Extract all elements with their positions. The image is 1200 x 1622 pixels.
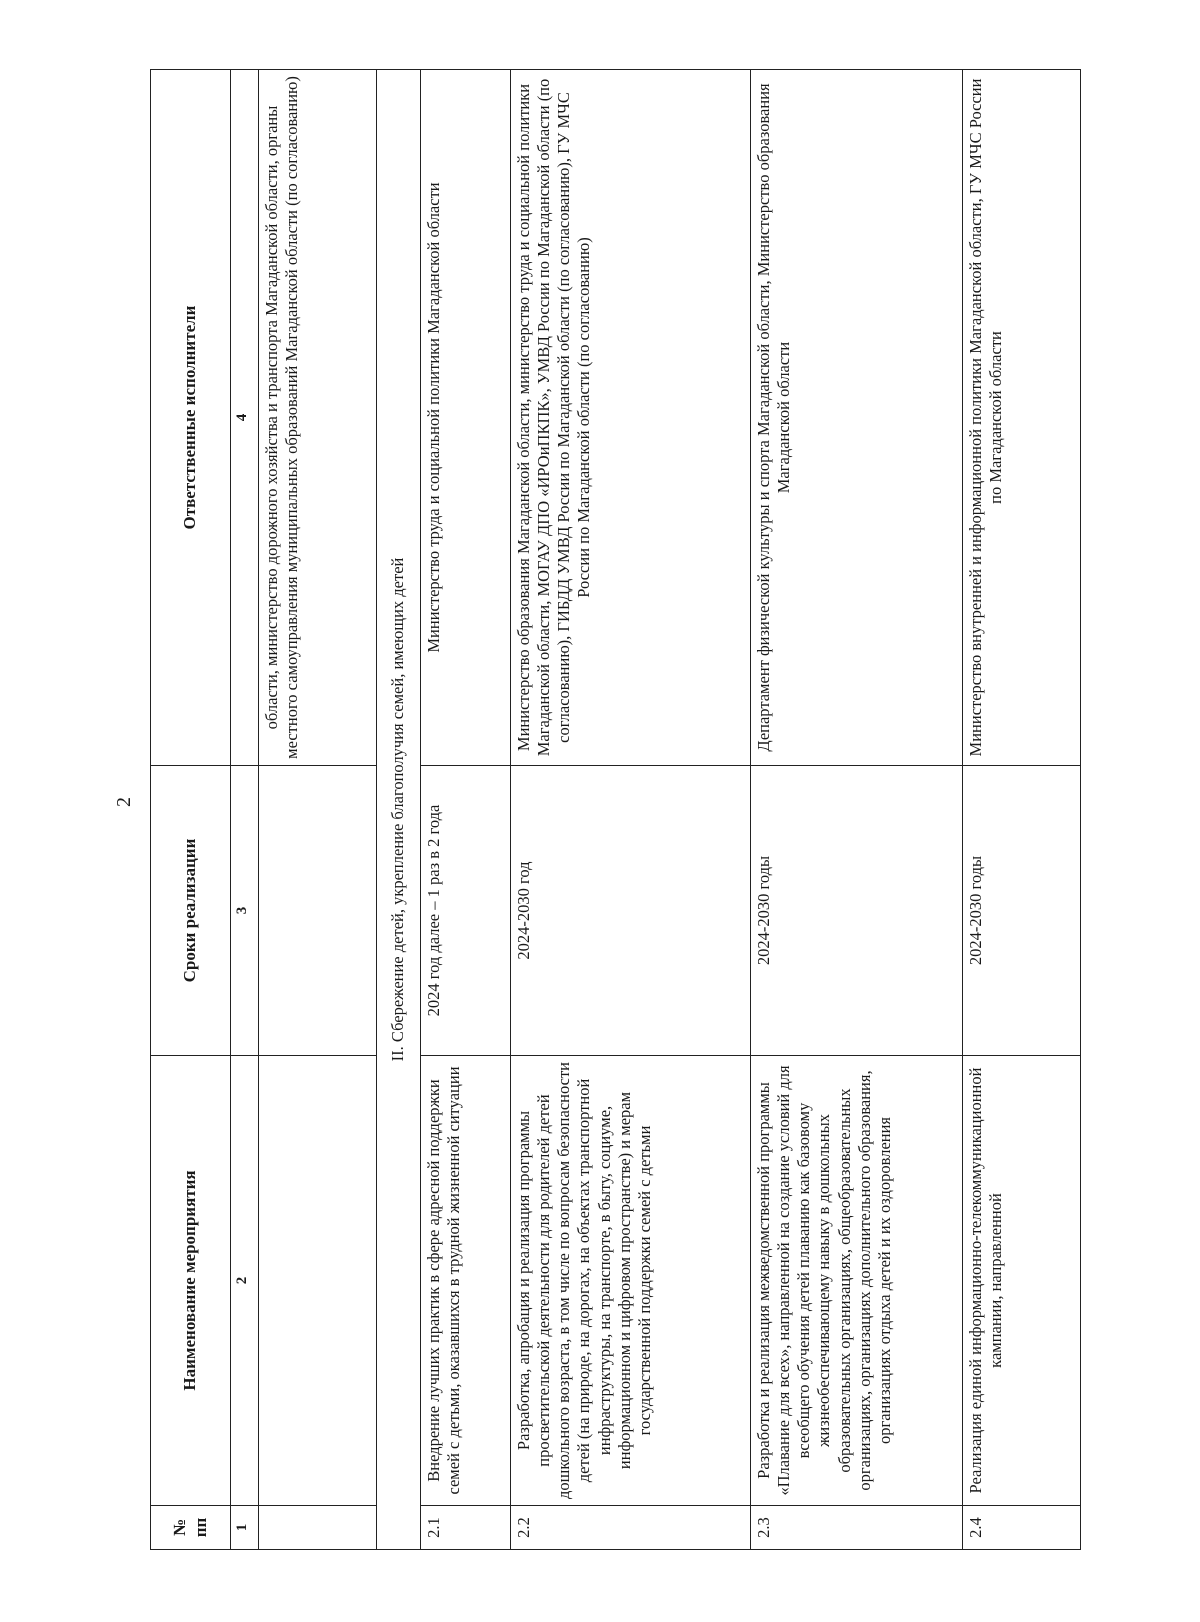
header-period: Сроки реализации	[151, 766, 231, 1056]
cell-num: 2.1	[421, 1506, 511, 1550]
cell-responsible: Министерство внутренней и информационной политики Магаданской области, ГУ МЧС России по Магаданской области	[963, 70, 1081, 766]
cell-num: 2.2	[511, 1506, 751, 1550]
cell-responsible: области, министерство дорожного хозяйства и транспорта Магаданской области, органы местного самоуправления муниципальных образований Магаданской области (по согласованию)	[259, 70, 377, 766]
header-num: № пп	[151, 1506, 231, 1550]
table-row	[751, 70, 963, 1550]
cell-period: 2024-2030 год	[511, 766, 751, 1056]
header-name: Наименование мероприятия	[151, 1056, 231, 1506]
cell-num: 2.4	[963, 1506, 1081, 1550]
column-number: 1	[231, 1506, 259, 1550]
continuation-row	[259, 70, 377, 1550]
cell-period	[259, 766, 377, 1056]
cell-period: 2024 год далее – 1 раз в 2 года	[421, 766, 511, 1056]
table-row	[511, 70, 751, 1550]
column-number: 2	[231, 1056, 259, 1506]
cell-num	[259, 1506, 377, 1550]
column-numbers-row	[231, 70, 259, 1550]
cell-responsible: Министерство образования Магаданской области, министерство труда и социальной политики Магаданской области, МОГАУ ДПО «ИРОиПКПК», УМВД России по Магаданской области (по согласованию), ГИБДД УМВД России по Магаданской области (по согласованию), ГУ МЧС России по Магаданской области (по согласованию)	[511, 70, 751, 766]
cell-num: 2.3	[751, 1506, 963, 1550]
table-header-row	[151, 70, 231, 1550]
column-number: 3	[231, 766, 259, 1056]
cell-period: 2024-2030 годы	[963, 766, 1081, 1056]
activities-table	[150, 69, 1081, 1550]
section-title: II. Сбережение детей, укрепление благополучия семей, имеющих детей	[377, 70, 421, 1550]
cell-responsible: Департамент физической культуры и спорта Магаданской области, Министерство образования Магаданской области	[751, 70, 963, 766]
cell-name: Разработка и реализация межведомственной программы «Плавание для всех», направленной на создание условий для всеобщего обучения детей плаванию как базовому жизнеобеспечивающему навыку в дошкольных образовательных организациях, общеобразовательных организациях, организациях дополнительного образования, организациях отдыха детей и их оздоровления	[751, 1056, 963, 1506]
cell-name: Реализация единой информационно-телекоммуникационной кампании, направленной	[963, 1056, 1081, 1506]
table-row	[421, 70, 511, 1550]
column-number: 4	[231, 70, 259, 766]
cell-responsible: Министерство труда и социальной политики Магаданской области	[421, 70, 511, 766]
page-number: 2	[113, 797, 135, 807]
cell-period: 2024-2030 годы	[751, 766, 963, 1056]
table-row	[963, 70, 1081, 1550]
header-responsible: Ответственные исполнители	[151, 70, 231, 766]
cell-name: Разработка, апробация и реализация программы просветительской деятельности для родителей детей дошкольного возраста, в том числе по вопросам безопасности детей (на природе, на дорогах, на объектах транспортной инфраструктуры, на транспорте, в быту, социуме, информационном и цифровом пространстве) и мерам государственной поддержки семей с детьми	[511, 1056, 751, 1506]
cell-name: Внедрение лучших практик в сфере адресной поддержки семей с детьми, оказавшихся в трудной жизненной ситуации	[421, 1056, 511, 1506]
cell-name	[259, 1056, 377, 1506]
rotated-table-container	[150, 70, 1080, 1550]
section-title-row	[377, 70, 421, 1550]
